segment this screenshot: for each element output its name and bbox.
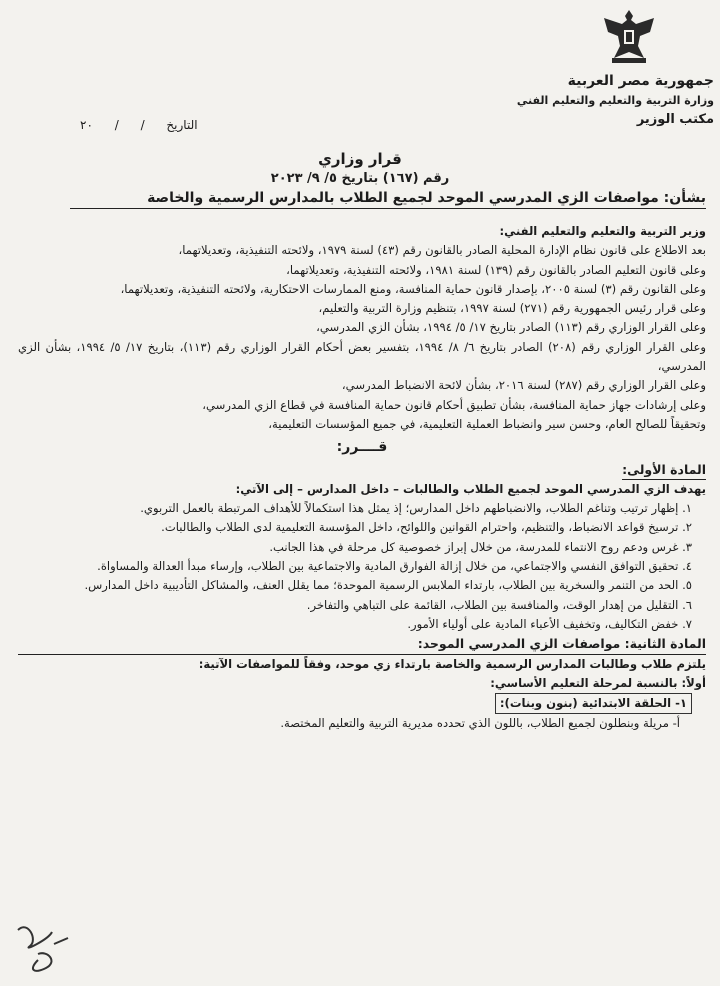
preamble-paragraph: وعلى القانون رقم (٣) لسنة ٢٠٠٥، بإصدار قانون حماية المنافسة، ومنع الممارسات الاحتكارية، ولائحته التنفيذية، وتعديلاتهما، [120, 281, 706, 296]
decree-subject: بشأن: مواصفات الزي المدرسي الموحد لجميع الطلاب بالمدارس الرسمية والخاصة [70, 190, 706, 209]
preamble-paragraph: وعلى قرار رئيس الجمهورية رقم (٢٧١) لسنة ١٩٩٧، بتنظيم وزارة التربية والتعليم، [318, 301, 706, 316]
ministry-header [516, 72, 714, 129]
article-1-item: ٢. ترسيخ قواعد الانضباط، والتنظيم، واحترام القوانين واللوائح، داخل المؤسسة التعليمية لدى الطلاب والطالبات. [161, 520, 692, 535]
date-line: التاريخ / / ٢٠ [80, 118, 198, 132]
decree-body [18, 222, 706, 734]
handwritten-signature-icon [8, 910, 78, 980]
article-2-intro: يلتزم طلاب وطالبات المدارس الرسمية والخاصة بارتداء زي موحد، وفقاً للمواصفات الآتية: [198, 656, 706, 671]
office-name: مكتب الوزير [636, 112, 714, 127]
decides-heading: قــــرر: [336, 439, 388, 456]
preamble-paragraph: وعلى إرشادات جهاز حماية المنافسة، بشأن تطبيق أحكام قانون حماية المنافسة في قطاع الزي المدرسي، [202, 397, 706, 412]
article-1-item: ٥. الحد من التنمر والسخرية بين الطلاب، بارتداء الملابس الرسمية الموحدة؛ مما يقلل العنف، والمشاكل التأديبية داخل المدارس. [84, 578, 692, 593]
article-1-item: ١. إظهار ترتيب وتناغم الطلاب، والانضباطهم داخل المدارس؛ إذ يمثل هذا استكمالاً للأهداف المرتبطة بالعمل التربوي. [140, 501, 692, 516]
minister-line: وزير التربية والتعليم والتعليم الفني: [499, 224, 706, 238]
article-2-heading: المادة الثانية: مواصفات الزي المدرسي الموحد: [18, 634, 706, 654]
country-name: جمهورية مصر العربية [567, 73, 714, 89]
eagle-emblem-icon [600, 6, 658, 66]
preamble-paragraph: وعلى القرار الوزاري رقم (١١٣) الصادر بتاريخ ١٧/ ٥/ ١٩٩٤، بشأن الزي المدرسي، [316, 320, 706, 335]
article-1-item: ٧. خفض التكاليف، وتخفيف الأعباء المادية على أولياء الأمور. [407, 616, 692, 631]
article-1-heading: المادة الأولى: [622, 460, 706, 480]
preamble-paragraph: وتحقيقاً للصالح العام، وحسن سير وانضباط العملية التعليمية، في جميع المؤسسات التعليمية، [268, 416, 706, 431]
article-1-item: ٤. تحقيق التوافق النفسي والاجتماعي، من خلال إزالة الفوارق المادية والاجتماعية بين الطلاب، وإرساء مبدأ العدالة والمساواة. [97, 559, 692, 574]
ministry-name: وزارة التربية والتعليم والتعليم الفني [516, 94, 714, 107]
preamble-paragraph: وعلى قانون التعليم الصادر بالقانون رقم (١٣٩) لسنة ١٩٨١، ولائحته التنفيذية، وتعديلاتهما، [286, 262, 706, 277]
article-1-item: ٣. غرس ودعم روح الانتماء للمدرسة، من خلال إبراز خصوصية كل مرحلة في هذا الجانب. [269, 539, 692, 554]
preamble-paragraph: وعلى القرار الوزاري رقم (٢٨٧) لسنة ٢٠١٦، بشأن لائحة الانضباط المدرسي، [341, 378, 706, 393]
article-2-subsection: ١- الحلقة الابتدائية (بنون وبنات): [495, 693, 692, 714]
decree-title: قرار وزاري [318, 150, 402, 168]
article-2-item-a: أ- مريلة وبنطلون لجميع الطلاب، باللون الذي تحدده مديرية التربية والتعليم المختصة. [280, 716, 680, 731]
decree-title-block [0, 150, 720, 186]
article-1-item: ٦. التقليل من إهدار الوقت، والمنافسة بين الطلاب، القائمة على التباهي والتفاخر. [306, 597, 692, 612]
decree-number: رقم (١٦٧) بتاريخ ٥/ ٩/ ٢٠٢٣ [270, 171, 450, 186]
preamble-paragraph: بعد الاطلاع على قانون نظام الإدارة المحلية الصادر بالقانون رقم (٤٣) لسنة ١٩٧٩، ولائحته التنفيذية، وتعديلاتهما، [178, 243, 706, 258]
article-2-section: أولاً: بالنسبة لمرحلة التعليم الأساسي: [490, 675, 706, 690]
article-1-intro: يهدف الزي المدرسي الموحد لجميع الطلاب والطالبات – داخل المدارس – إلى الآتي: [235, 481, 706, 496]
preamble-paragraph: وعلى القرار الوزاري رقم (٢٠٨) الصادر بتاريخ ٦/ ٨/ ١٩٩٤، بتفسير بعض أحكام القرار الوزاري رقم (١١٣)، بتاريخ ١٧/ ٥/ ١٩٩٤، بشأن الزي المدرسي، [18, 339, 707, 374]
